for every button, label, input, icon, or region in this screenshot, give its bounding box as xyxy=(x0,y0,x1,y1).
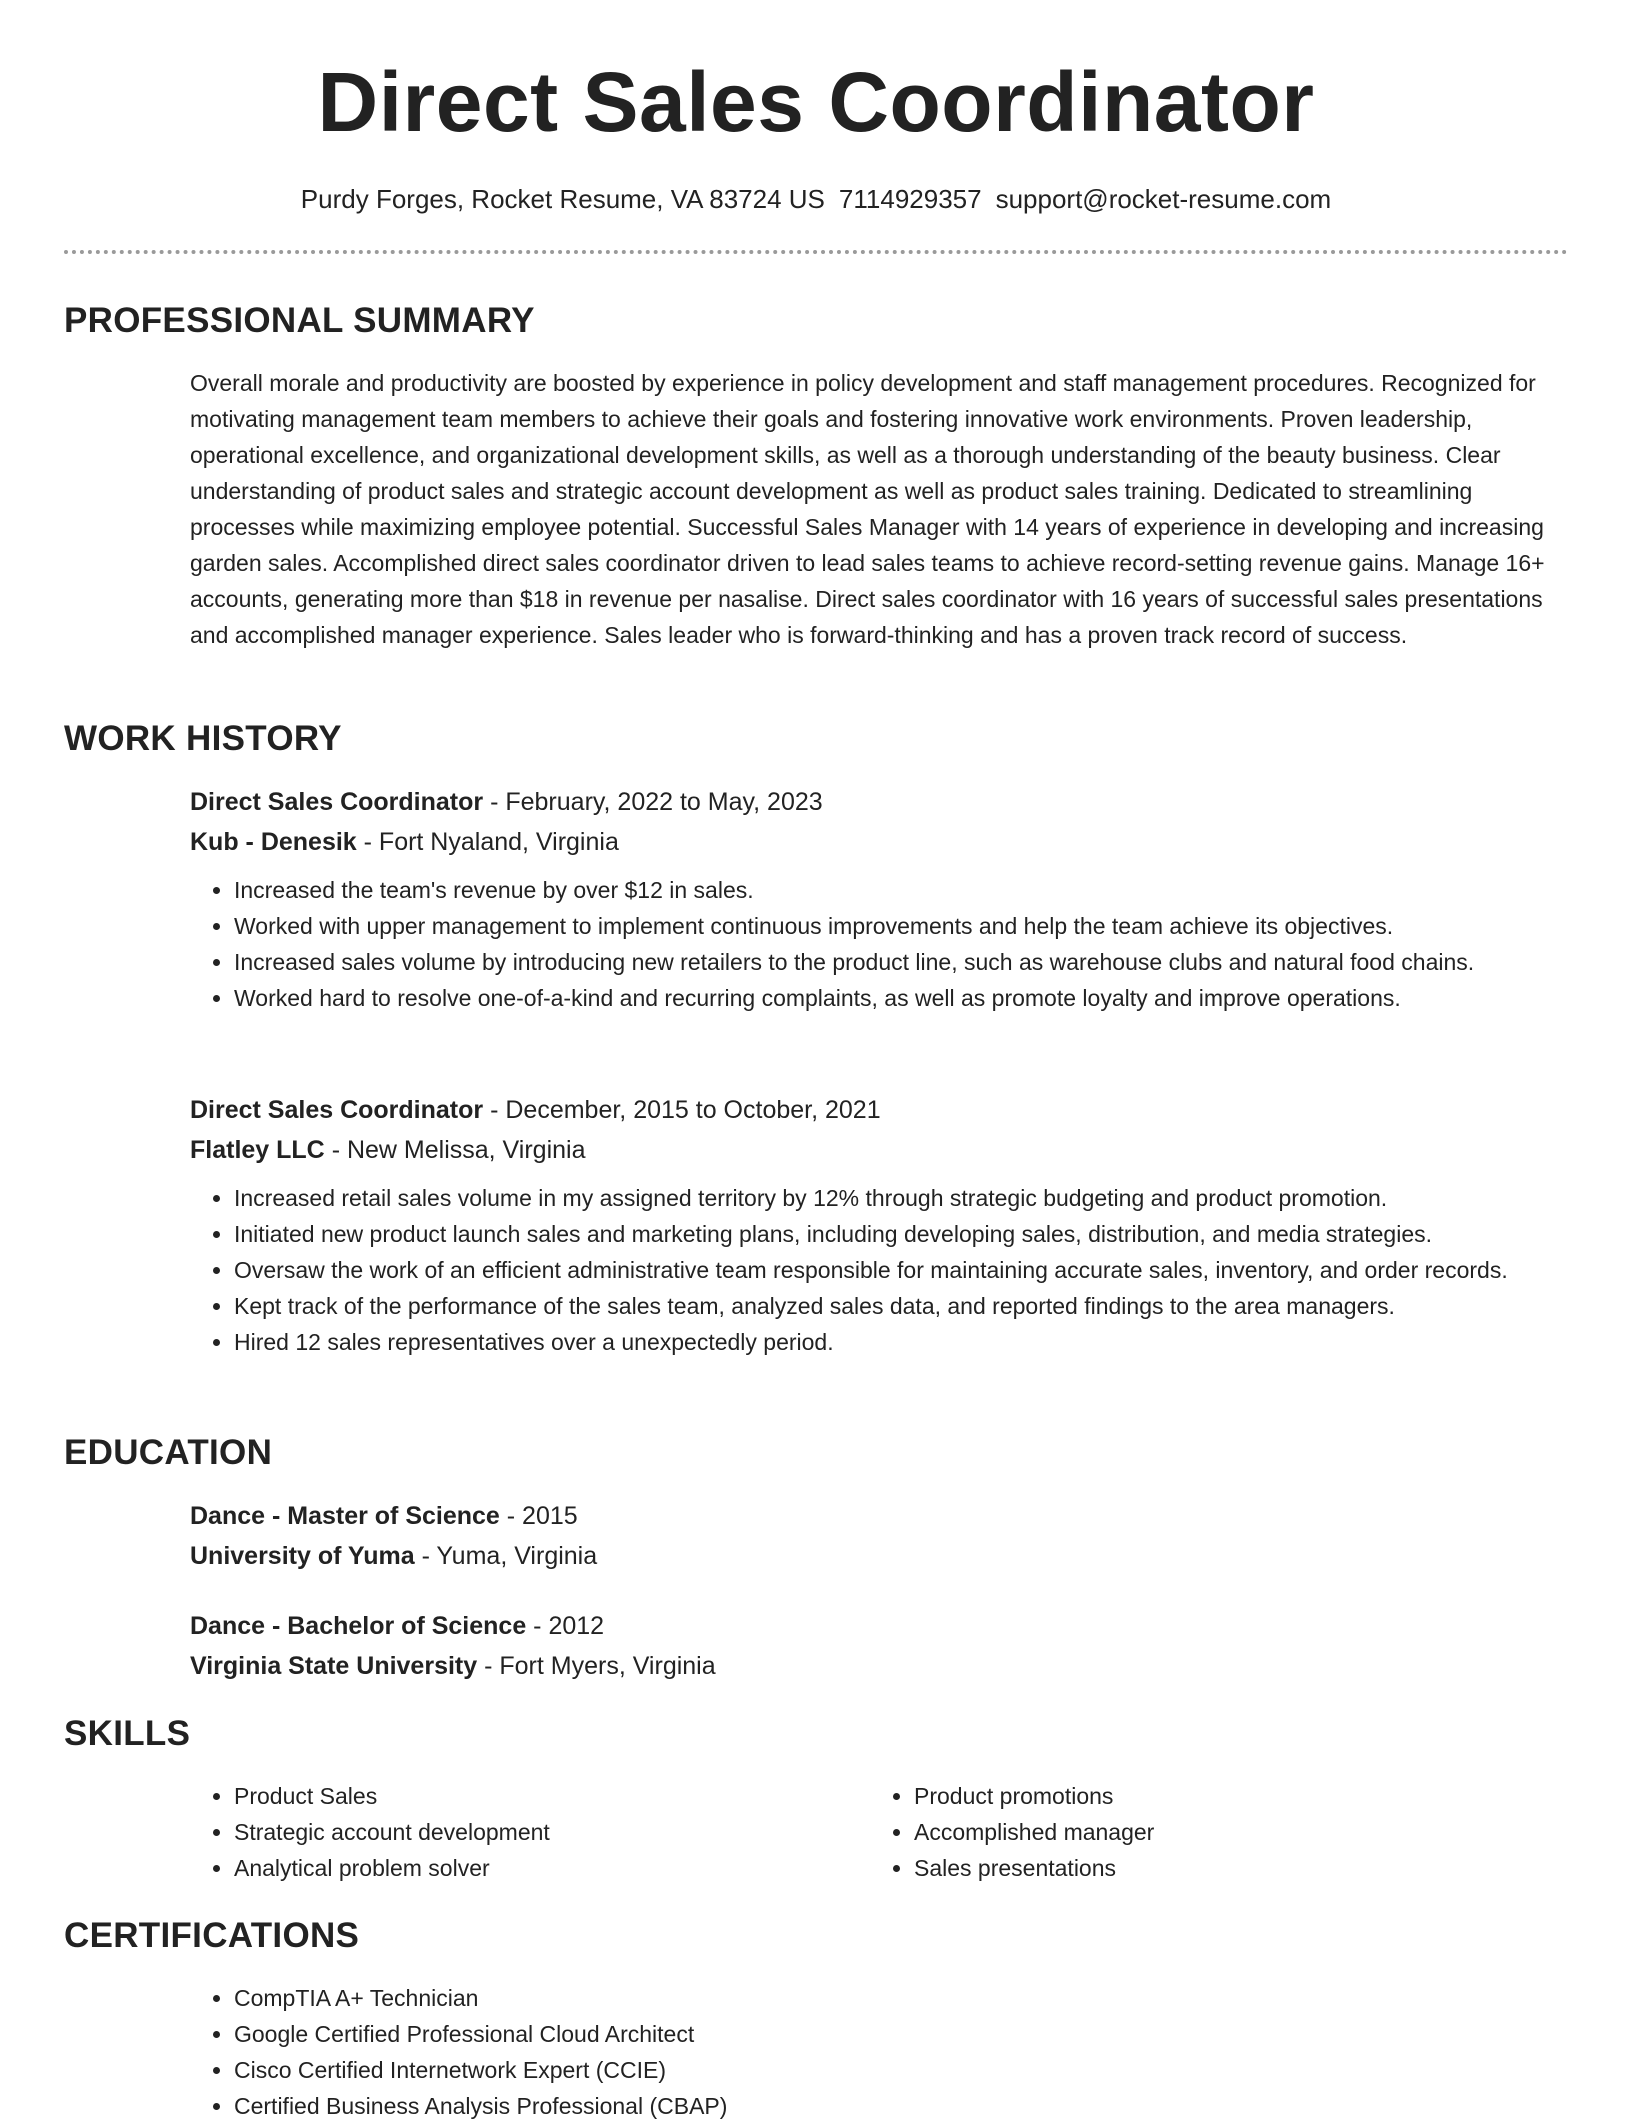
job-title-line xyxy=(190,782,1570,822)
contact-email: support@rocket-resume.com xyxy=(995,184,1332,214)
contact-phone: 7114929357 xyxy=(838,184,982,214)
list-item: • CompTIA A+ Technician xyxy=(234,1980,1570,2016)
certifications-bullets xyxy=(190,1980,1570,2124)
list-item: • Hired 12 sales representatives over a unexpectedly period. xyxy=(234,1324,1570,1360)
job-bullets xyxy=(190,1180,1570,1360)
skills-column-right xyxy=(870,1778,1550,1886)
job-title: Direct Sales Coordinator xyxy=(190,1096,484,1124)
certifications-list xyxy=(190,1980,1570,2124)
job-location: - New Melissa, Virginia xyxy=(324,1136,586,1164)
job-location: - Fort Nyaland, Virginia xyxy=(356,828,619,856)
list-item: • Increased sales volume by introducing new retailers to the product line, such as warehouse clubs and natural food chains. xyxy=(234,944,1570,980)
job-company-line xyxy=(190,1130,1570,1170)
resume-name: Direct Sales Coordinator xyxy=(317,55,1315,149)
education-location: - Yuma, Virginia xyxy=(414,1542,598,1570)
section-title-work: WORK HISTORY xyxy=(64,719,342,758)
list-item: • Worked hard to resolve one-of-a-kind and recurring complaints, as well as promote loyalty and improve operations. xyxy=(234,980,1570,1016)
list-item: • Increased the team's revenue by over $12 in sales. xyxy=(234,872,1570,908)
section-title-summary: PROFESSIONAL SUMMARY xyxy=(64,301,535,340)
job-bullets xyxy=(190,872,1570,1016)
list-item: • Certified Business Analysis Professional (CBAP) xyxy=(234,2088,1570,2124)
education-year: - 2012 xyxy=(526,1612,605,1640)
list-item: • Strategic account development xyxy=(234,1814,870,1850)
list-item: • Sales presentations xyxy=(914,1850,1550,1886)
list-item: • Kept track of the performance of the sales team, analyzed sales data, and reported findings to the area managers. xyxy=(234,1288,1570,1324)
education-degree: Dance - Bachelor of Science xyxy=(190,1612,527,1640)
education-degree: Dance - Master of Science xyxy=(190,1502,500,1530)
education-location: - Fort Myers, Virginia xyxy=(477,1652,716,1680)
skills-column-left xyxy=(190,1778,870,1886)
education-school-line xyxy=(190,1536,1570,1576)
education-entry-2 xyxy=(190,1606,1570,1686)
section-title-certifications: CERTIFICATIONS xyxy=(64,1916,360,1955)
education-school: University of Yuma xyxy=(190,1542,415,1570)
education-school-line xyxy=(190,1646,1570,1686)
list-item: • Google Certified Professional Cloud Architect xyxy=(234,2016,1570,2052)
list-item: • Product Sales xyxy=(234,1778,870,1814)
job-company-line xyxy=(190,822,1570,862)
list-item: • Accomplished manager xyxy=(914,1814,1550,1850)
contact-address: Purdy Forges, Rocket Resume, VA 83724 US xyxy=(300,184,825,214)
section-title-skills: SKILLS xyxy=(64,1714,191,1753)
section-title-education: EDUCATION xyxy=(64,1433,273,1472)
list-item: • Product promotions xyxy=(914,1778,1550,1814)
job-dates: - February, 2022 to May, 2023 xyxy=(483,788,823,816)
education-degree-line xyxy=(190,1606,1570,1646)
skills-list xyxy=(190,1778,1570,1886)
job-dates: - December, 2015 to October, 2021 xyxy=(483,1096,881,1124)
job-company: Flatley LLC xyxy=(190,1136,325,1164)
summary-text: Overall morale and productivity are boosted by experience in policy development and staff management procedures. Recognized for motivating management team members to achieve their goals and fostering innovative work environments. Proven leadership, operational excellence, and organizational development skills, as well as a thorough understanding of the beauty business. Clear understanding of product sales and strategic account development as well as product sales training. Dedicated to streamlining processes while maximizing employee potential. Successful Sales Manager with 14 years of experience in developing and increasing garden sales. Accomplished direct sales coordinator driven to lead sales teams to achieve record-setting revenue gains. Manage 16+ accounts, generating more than $18 in revenue per nasalise. Direct sales coordinator with 16 years of successful sales presentations and accomplished manager experience. Sales leader who is forward-thinking and has a proven track record of success. xyxy=(190,370,1545,648)
education-degree-line xyxy=(190,1496,1570,1536)
education-school: Virginia State University xyxy=(190,1652,478,1680)
list-item: • Cisco Certified Internetwork Expert (CCIE) xyxy=(234,2052,1570,2088)
header-divider xyxy=(64,250,1568,254)
list-item: • Oversaw the work of an efficient administrative team responsible for maintaining accurate sales, inventory, and order records. xyxy=(234,1252,1570,1288)
list-item: • Worked with upper management to implement continuous improvements and help the team achieve its objectives. xyxy=(234,908,1570,944)
education-entry-1 xyxy=(190,1496,1570,1576)
job-company: Kub - Denesik xyxy=(190,828,357,856)
list-item: • Increased retail sales volume in my assigned territory by 12% through strategic budgeting and product promotion. xyxy=(234,1180,1570,1216)
job-title-line xyxy=(190,1090,1570,1130)
job-title: Direct Sales Coordinator xyxy=(190,788,484,816)
list-item: • Initiated new product launch sales and marketing plans, including developing sales, distribution, and media strategies. xyxy=(234,1216,1570,1252)
job-entry-1 xyxy=(190,782,1570,1016)
job-entry-2 xyxy=(190,1090,1570,1360)
list-item: • Analytical problem solver xyxy=(234,1850,870,1886)
contact-line xyxy=(0,181,1632,217)
education-year: - 2015 xyxy=(499,1502,578,1530)
